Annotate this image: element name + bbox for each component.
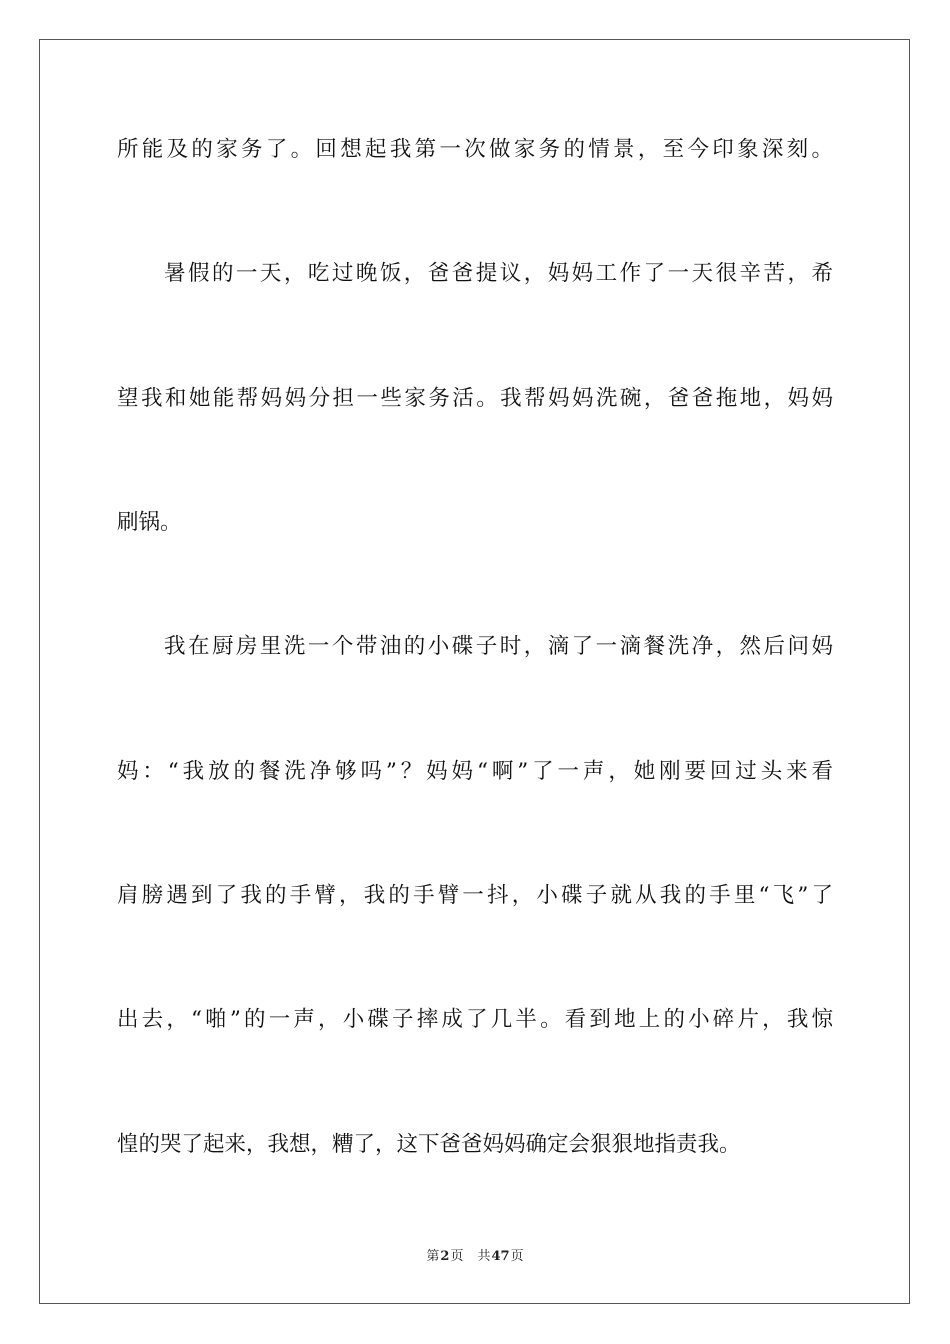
total-prefix: 共: [477, 1249, 491, 1264]
page-suffix: 页: [450, 1249, 464, 1264]
page-border: [39, 39, 910, 1304]
page-number: 2: [440, 1249, 450, 1264]
text-line-1: 所能及的家务了。回想起我第一次做家务的情景，至今印象深刻。: [117, 137, 833, 162]
text-line-2: 暑假的一天，吃过晚饭，爸爸提议，妈妈工作了一天很辛苦，希: [164, 261, 833, 286]
total-suffix: 页: [510, 1249, 524, 1264]
page-footer: [0, 1249, 950, 1265]
text-line-3: 望我和她能帮妈妈分担一些家务活。我帮妈妈洗碗，爸爸拖地，妈妈: [117, 386, 833, 411]
text-line-4: 刷锅。: [117, 510, 182, 535]
text-line-7: 肩膀遇到了我的手臂，我的手臂一抖，小碟子就从我的手里“飞”了: [117, 883, 833, 908]
text-line-9: 惶的哭了起来，我想，糟了，这下爸爸妈妈确定会狠狠地指责我。: [117, 1132, 741, 1157]
page-prefix: 第: [426, 1249, 440, 1264]
text-line-6: 妈：“我放的餐洗净够吗”？妈妈“啊”了一声，她刚要回过头来看: [117, 759, 833, 784]
text-line-5: 我在厨房里洗一个带油的小碟子时，滴了一滴餐洗净，然后问妈: [164, 634, 833, 659]
total-pages: 47: [491, 1249, 510, 1264]
text-line-8: 出去，“啪”的一声，小碟子摔成了几半。看到地上的小碎片，我惊: [117, 1007, 833, 1032]
